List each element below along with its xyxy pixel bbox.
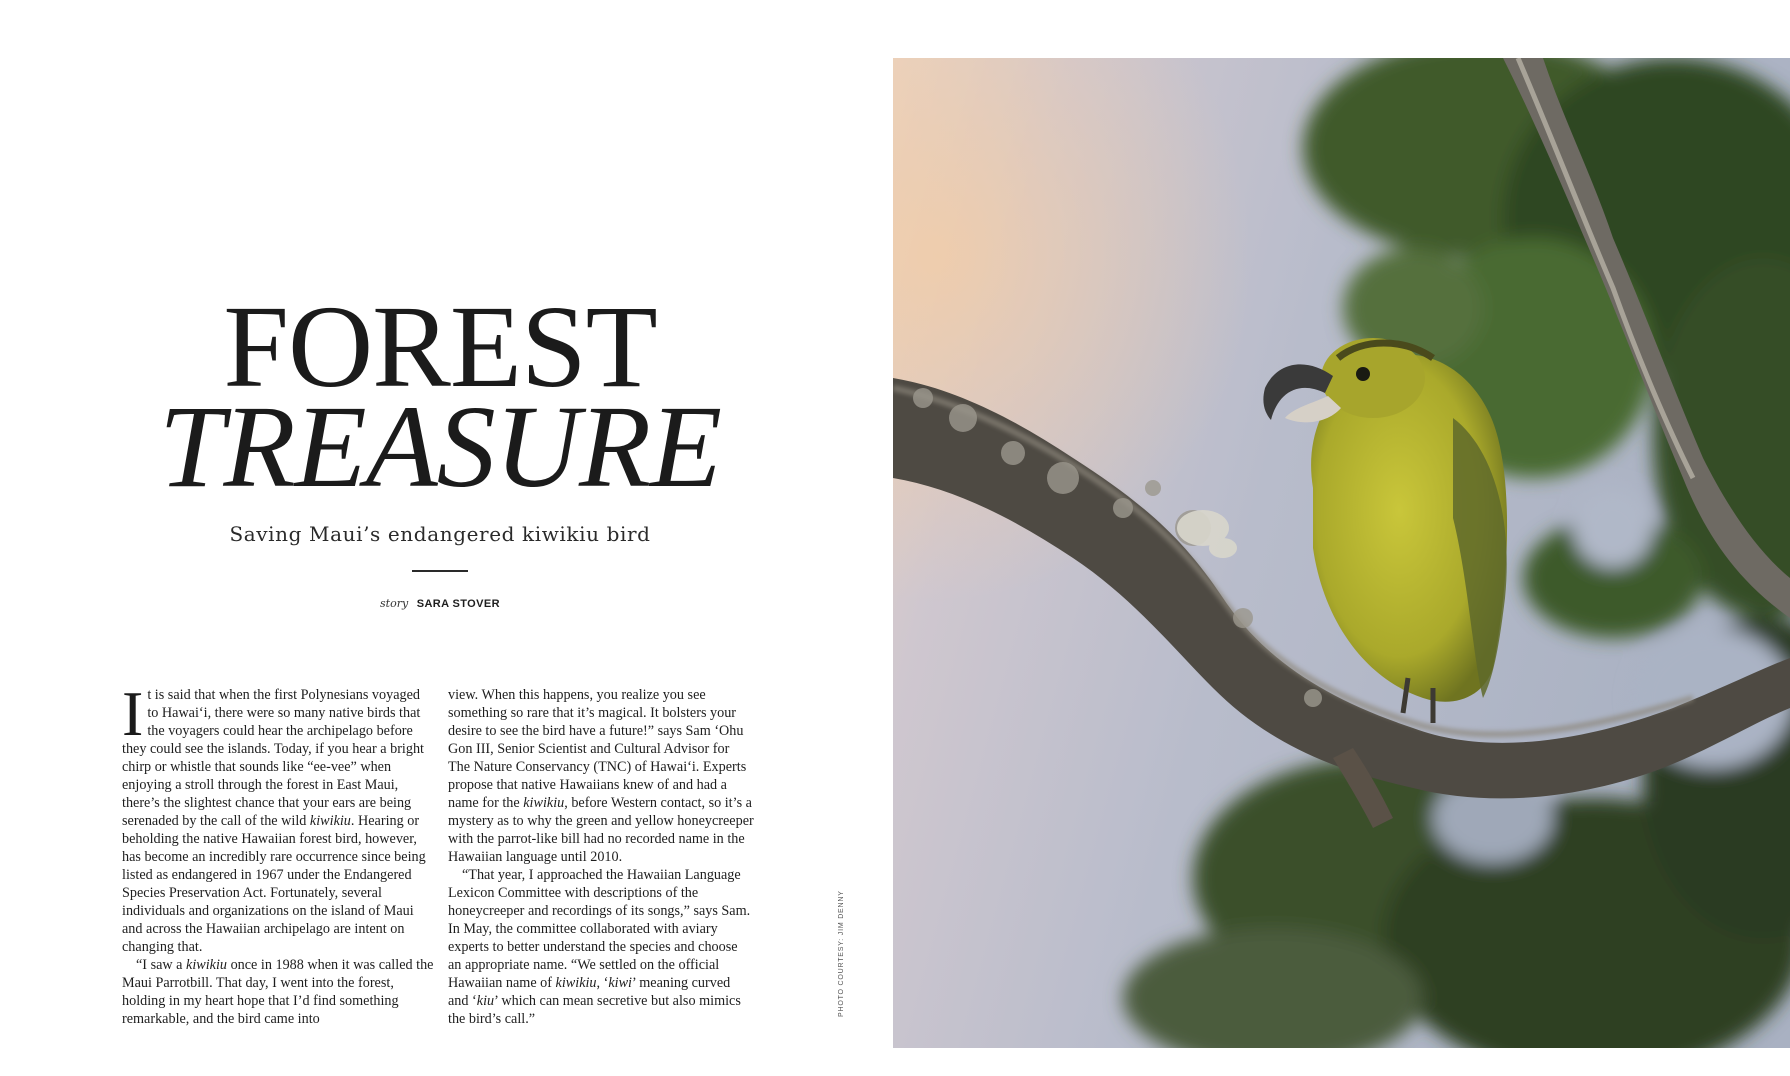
byline — [0, 597, 880, 610]
paragraph: “I saw a kiwikiu once in 1988 when it was called the Maui Parrotbill. That day, I went into the forest, holding in my heart hope that I’d find something remarkable, and the bird came into — [122, 957, 434, 1027]
body-column-2 — [448, 686, 754, 1058]
byline-label: story — [380, 597, 409, 610]
subtitle: Saving Maui’s endangered kiwikiu bird — [229, 522, 651, 546]
byline-author: SARA STOVER — [416, 598, 500, 610]
drop-cap: I — [122, 686, 144, 749]
photo-credit: PHOTO COURTESY: JIM DENNY — [838, 890, 845, 1017]
headline-line-1: FOREST — [223, 281, 657, 412]
kiwikiu-bird-photo — [893, 58, 1790, 1048]
body-column-1 — [122, 686, 434, 1058]
paragraph: view. When this happens, you realize you see something so rare that it’s magical. It bolsters your desire to see the bird have a future!” says Sam ‘Ohu Gon III, Senior Scientist and Cultural Advisor for The Nature Conservancy (TNC) of Hawai‘i. Experts propose that native Hawaiians knew of and had a name for the kiwikiu, before Western contact, so it’s a mystery as to why the green and yellow honeycreeper with the parrot-like bill had no recorded name in the Hawaiian language until 2010. — [448, 687, 754, 865]
title-divider — [412, 570, 468, 572]
paragraph: “That year, I approached the Hawaiian Language Lexicon Committee with descriptions of the honeycreeper and recordings of its songs,” says Sam. In May, the committee collaborated with aviary experts to better understand the species and choose an appropriate name. “We settled on the official Hawaiian name of kiwikiu, ‘kiwi’ meaning curved and ‘kiu’ which can mean secretive but also mimics the bird’s call.” — [448, 867, 751, 1027]
paragraph: It is said that when the first Polynesians voyaged to Hawai‘i, there were so many native birds that the voyagers could hear the archipelago before they could see the islands. Today, if you hear a bright chirp or whistle that sounds like “ee-vee” when enjoying a stroll through the forest in East Maui, there’s the slightest chance that your ears are being serenaded by the call of the wild kiwikiu. Hearing or beholding the native Hawaiian forest bird, however, has become an incredibly rare occurrence since being listed as endangered in 1967 under the Endangered Species Preservation Act. Fortunately, several individuals and organizations on the island of Maui and across the Hawaiian archipelago are intent on changing that. — [122, 686, 426, 955]
headline-line-2: TREASURE — [158, 381, 722, 512]
bird-illustration — [893, 58, 1790, 1048]
